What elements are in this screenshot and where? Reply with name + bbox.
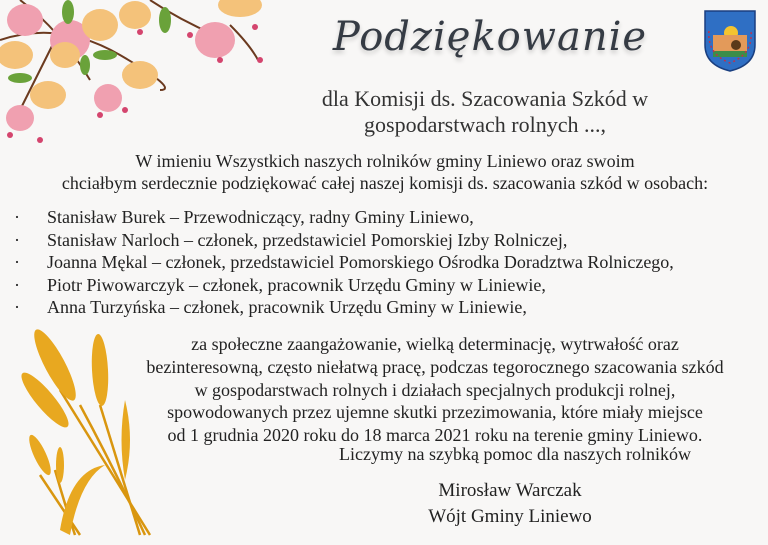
flower-branch-icon bbox=[0, 0, 270, 150]
list-item bbox=[14, 296, 764, 319]
member-text: Piotr Piwowarczyk – członek, pracownik Urzędu Gminy w Liniewie, bbox=[47, 274, 546, 295]
signature bbox=[390, 478, 630, 530]
list-item bbox=[14, 251, 764, 274]
bullet: · bbox=[14, 252, 20, 272]
bullet: · bbox=[14, 229, 20, 250]
body-line: bezinteresowną, często niełatwą pracę, podczas tegorocznego szacowania szkód bbox=[146, 356, 724, 377]
member-text: Stanisław Narloch – członek, przedstawiciel Pomorskiej Izby Rolniczej, bbox=[47, 229, 568, 250]
intro-paragraph bbox=[20, 150, 750, 194]
list-item bbox=[14, 274, 764, 297]
member-list bbox=[14, 206, 764, 319]
subtitle bbox=[290, 86, 680, 138]
subtitle-line: dla Komisji ds. Szacowania Szkód w bbox=[321, 86, 649, 111]
page-title: Podziękowanie bbox=[332, 14, 648, 60]
body-line: spowodowanych przez ujemne skutki przezimowania, które miały miejsce bbox=[167, 402, 703, 423]
body-line: za społeczne zaangażowanie, wielką determinację, wytrwałość oraz bbox=[191, 334, 679, 354]
intro-line: chciałbym serdecznie podziękować całej naszej komisji ds. szacowania szkód w osobach: bbox=[61, 173, 709, 193]
bullet: · bbox=[14, 274, 20, 295]
bullet: · bbox=[14, 207, 20, 227]
bullet: · bbox=[14, 297, 20, 317]
municipality-crest-icon bbox=[703, 9, 757, 73]
intro-line: W imieniu Wszystkich naszych rolników gminy Liniewo oraz swoim bbox=[135, 151, 635, 171]
body-line: od 1 grudnia 2020 roku do 18 marca 2021 roku na terenie gminy Liniewo. bbox=[167, 425, 703, 446]
closing-line: Liczymy na szybką pomoc dla naszych rolników bbox=[339, 444, 691, 464]
subtitle-line: gospodarstwach rolnych ..., bbox=[364, 112, 606, 137]
member-text: Joanna Mękal – członek, przedstawiciel Pomorskiego Ośrodka Doradztwa Rolniczego, bbox=[47, 252, 674, 272]
signature-name: Mirosław Warczak bbox=[438, 480, 582, 501]
signature-role: Wójt Gminy Liniewo bbox=[428, 506, 592, 527]
member-text: Stanisław Burek – Przewodniczący, radny Gminy Liniewo, bbox=[47, 207, 474, 227]
list-item bbox=[14, 229, 764, 252]
member-text: Anna Turzyńska – członek, pracownik Urzędu Gminy w Liniewie, bbox=[47, 297, 527, 317]
list-item bbox=[14, 206, 764, 229]
body-line: w gospodarstwach rolnych i działach specjalnych produkcji rolnej, bbox=[194, 379, 676, 400]
body-paragraph bbox=[110, 333, 760, 447]
